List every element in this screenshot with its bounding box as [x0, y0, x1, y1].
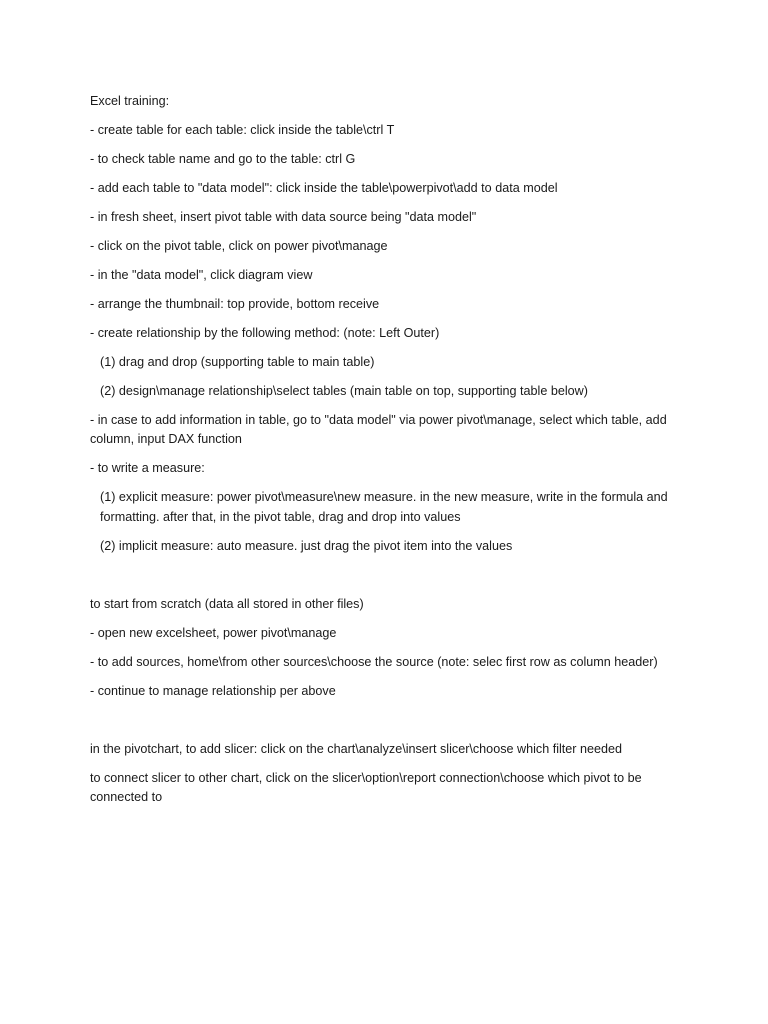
document-title: Excel training: [90, 94, 170, 108]
scratch-open-excelsheet: - open new excelsheet, power pivot\manage [90, 625, 337, 640]
substep-implicit-measure: (2) implicit measure: auto measure. just drag the pivot item into the values [100, 538, 513, 553]
step-add-to-data-model: - add each table to "data model": click inside the table\powerpivot\add to data model [90, 180, 558, 195]
document-body [90, 92, 680, 817]
step-check-table-name: - to check table name and go to the table: ctrl G [90, 151, 356, 166]
substep-drag-and-drop: (1) drag and drop (supporting table to main table) [100, 354, 375, 369]
scratch-continue-relationship: - continue to manage relationship per above [90, 683, 336, 698]
slicer-add-instruction: in the pivotchart, to add slicer: click on the chart\analyze\insert slicer\choose which filter needed [90, 741, 623, 756]
step-create-table: - create table for each table: click inside the table\ctrl T [90, 122, 395, 137]
step-diagram-view: - in the "data model", click diagram view [90, 267, 313, 282]
substep-manage-relationship: (2) design\manage relationship\select tables (main table on top, supporting table below) [100, 383, 588, 398]
scratch-add-sources: - to add sources, home\from other sources\choose the source (note: selec first row as column header) [90, 654, 658, 669]
scratch-heading: to start from scratch (data all stored in other files) [90, 596, 364, 611]
step-power-pivot-manage: - click on the pivot table, click on power pivot\manage [90, 238, 388, 253]
step-write-measure: - to write a measure: [90, 461, 205, 476]
step-insert-pivot-table: - in fresh sheet, insert pivot table with data source being "data model" [90, 209, 477, 224]
step-create-relationship: - create relationship by the following method: (note: Left Outer) [90, 325, 440, 340]
step-add-information: - in case to add information in table, go to "data model" via power pivot\manage, select which table, add column, input DAX function [90, 412, 671, 447]
step-arrange-thumbnail: - arrange the thumbnail: top provide, bottom receive [90, 296, 380, 311]
section-spacer [90, 711, 680, 740]
slicer-connect-instruction: to connect slicer to other chart, click on the slicer\option\report connection\choose which pivot to be connected to [90, 770, 646, 805]
substep-explicit-measure: (1) explicit measure: power pivot\measure\new measure. in the new measure, write in the formula and formatting. after that, in the pivot table, drag and drop into values [100, 490, 672, 524]
section-spacer [90, 566, 680, 595]
